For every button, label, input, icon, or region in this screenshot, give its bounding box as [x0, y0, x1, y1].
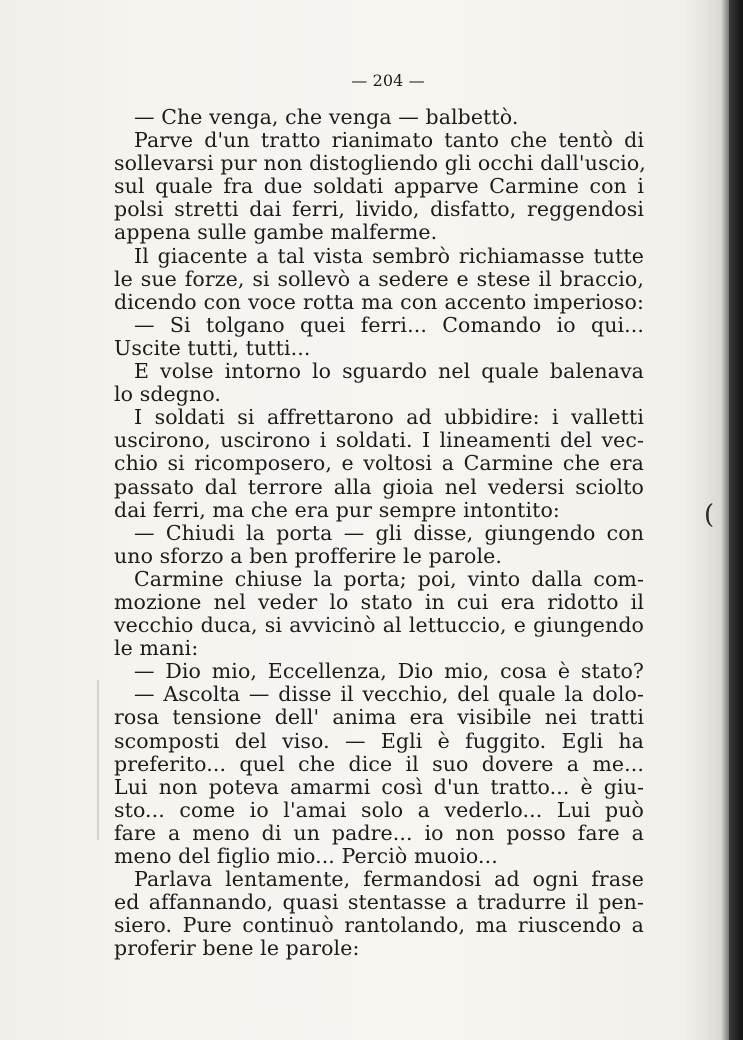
text-line: vecchio duca, si avvicinò al lettuccio, e giungendo — [114, 613, 644, 638]
text-line: uscirono, uscirono i soldati. I lineamenti del vec- — [114, 428, 644, 453]
text-line: — Ascolta — disse il vecchio, del quale la dolo- — [134, 682, 644, 707]
page-binding-shadow — [729, 0, 743, 1040]
text-line: — Dio mio, Eccellenza, Dio mio, cosa è stato? — [134, 659, 644, 684]
margin-pencil-mark — [97, 680, 99, 840]
text-line: siero. Pure continuò rantolando, ma riuscendo a — [114, 913, 644, 938]
text-line: meno del figlio mio... Perciò muoio... — [114, 844, 498, 868]
text-line: chio si ricomposero, e voltosi a Carmine che era — [114, 451, 644, 476]
margin-bracket-mark: ( — [704, 500, 715, 530]
text-line: le sue forze, si sollevò a sedere e stese il braccio, — [114, 266, 644, 291]
text-line: sul quale fra due soldati apparve Carmine con i — [114, 174, 644, 199]
text-line: dicendo con voce rotta ma con accento imperioso: — [114, 289, 644, 314]
text-line: preferito... quel che dice il suo dovere a me... — [114, 751, 644, 776]
page-number: — 204 — — [351, 71, 425, 90]
text-line: mozione nel veder lo stato in cui era ridotto il — [114, 589, 644, 614]
text-line: lo sdegno. — [114, 382, 222, 407]
text-line: uno sforzo a ben profferire le parole. — [114, 543, 502, 568]
text-line: proferir bene le parole: — [114, 936, 360, 961]
text-line: E volse intorno lo sguardo nel quale balenava — [134, 359, 644, 384]
text-line: Carmine chiuse la porta; poi, vinto dalla com- — [134, 566, 644, 591]
text-lines — [114, 106, 644, 960]
text-line: fare a meno di un padre... io non posso fare a — [114, 820, 644, 845]
text-line: I soldati si affrettarono ad ubbidire: i valletti — [134, 405, 644, 430]
text-line: ed affannando, quasi stentasse a tradurre il pen- — [114, 890, 644, 915]
text-line: le mani: — [114, 636, 199, 661]
text-line: sto... come io l'amai solo a vederlo... Lui può — [114, 797, 644, 822]
page-text — [114, 72, 644, 960]
text-line: rosa tensione dell' anima era visibile nei tratti — [114, 705, 644, 730]
text-line: scomposti del viso. — Egli è fuggito. Egli ha — [114, 728, 644, 753]
text-line: — Chiudi la porta — gli disse, giungendo con — [134, 520, 644, 545]
text-line: — Si tolgano quei ferri... Comando io qui... — [134, 312, 644, 337]
text-line: appena sulle gambe malferme. — [114, 220, 438, 245]
text-line: Parlava lentamente, fermandosi ad ogni frase — [134, 867, 644, 892]
text-line: passato dal terrore alla gioia nel vedersi sciolto — [114, 474, 644, 499]
text-line: Il giacente a tal vista sembrò richiamasse tutte — [134, 243, 644, 268]
text-line: sollevarsi pur non distogliendo gli occhi dall'uscio, — [114, 151, 646, 176]
text-line: dai ferri, ma che era pur sempre intontito: — [114, 497, 560, 522]
text-line: Lui non poteva amarmi così d'un tratto... è giu- — [114, 774, 644, 799]
text-line: polsi stretti dai ferri, livido, disfatto, reggendosi — [114, 197, 644, 222]
text-line: Uscite tutti, tutti... — [114, 335, 311, 360]
text-line: — Che venga, che venga — balbettò. — [134, 105, 519, 129]
text-line: Parve d'un tratto rianimato tanto che tentò di — [134, 128, 644, 153]
